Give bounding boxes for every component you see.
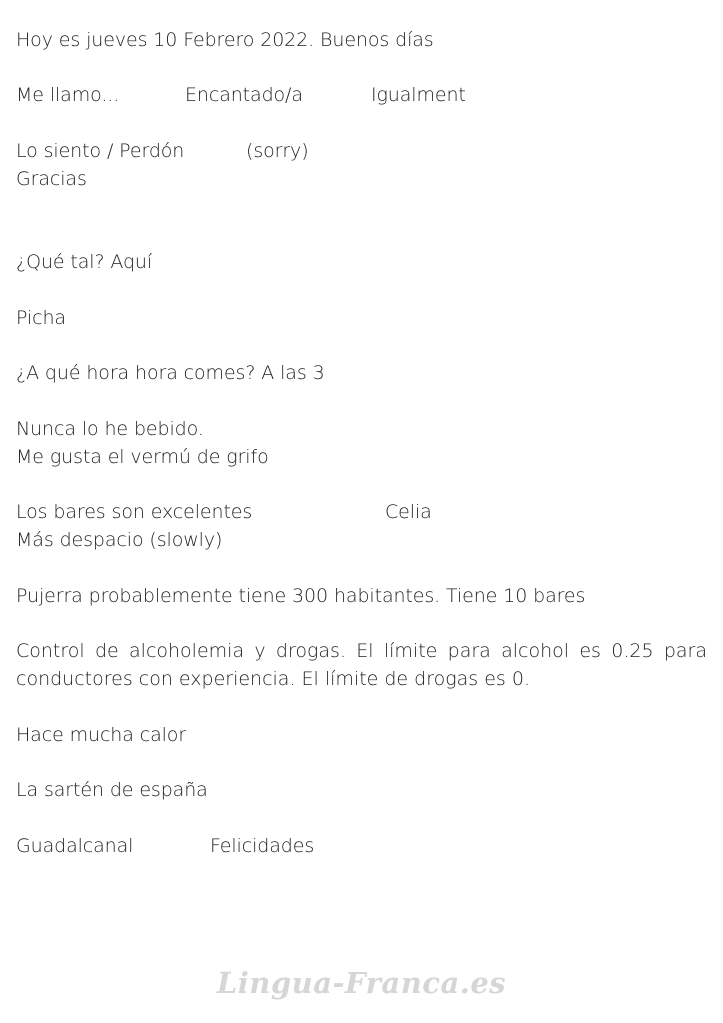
pujerra-text: Pujerra probablemente tiene 300 habitantes. Tiene 10 bares [16, 585, 586, 607]
despacio-text: Más despacio (slowly) [16, 529, 223, 551]
sorry-text: (sorry) [246, 140, 309, 162]
igualment-text: Igualment [371, 84, 466, 106]
vermu-text: Me gusta el vermú de grifo [16, 446, 269, 468]
picha-text: Picha [16, 307, 66, 329]
que-tal-line [16, 248, 152, 276]
bares-line [16, 498, 706, 526]
despacio-line [16, 526, 222, 554]
alcoholemia-paragraph: Control de alcoholemia y drogas. El límite para alcohol es 0.25 para conductores con experiencia. El límite de drogas es 0. [16, 640, 707, 690]
date-greeting-text: Hoy es jueves 10 Febrero 2022. Buenos días [16, 29, 434, 51]
introductions-line [16, 81, 706, 109]
gracias-text: Gracias [16, 168, 87, 190]
hora-line [16, 359, 325, 387]
lo-siento-text: Lo siento / Perdón [16, 140, 185, 162]
calor-line [16, 721, 186, 749]
hora-text: ¿A qué hora hora comes? A las 3 [16, 362, 325, 384]
pujerra-line [16, 582, 585, 610]
guadalcanal-line [16, 832, 706, 860]
guadalcanal-text: Guadalcanal [16, 835, 134, 857]
sarten-line [16, 776, 208, 804]
encantado-text: Encantado/a [185, 84, 303, 106]
picha-line [16, 304, 66, 332]
sarten-text: La sartén de españa [16, 779, 208, 801]
watermark-logo: Lingua-Franca.es [216, 966, 507, 1000]
date-greeting-line [16, 26, 434, 54]
calor-text: Hace mucha calor [16, 724, 187, 746]
me-llamo-text: Me llamo... [16, 84, 120, 106]
nunca-text: Nunca lo he bebido. [16, 418, 204, 440]
que-tal-text: ¿Qué tal? Aquí [16, 251, 153, 273]
bares-text: Los bares son excelentes [16, 501, 253, 523]
nunca-line [16, 415, 204, 443]
felicidades-text: Felicidades [210, 835, 315, 857]
vermu-line [16, 443, 269, 471]
celia-text: Celia [385, 501, 432, 523]
apology-line [16, 137, 706, 165]
gracias-line [16, 165, 87, 193]
